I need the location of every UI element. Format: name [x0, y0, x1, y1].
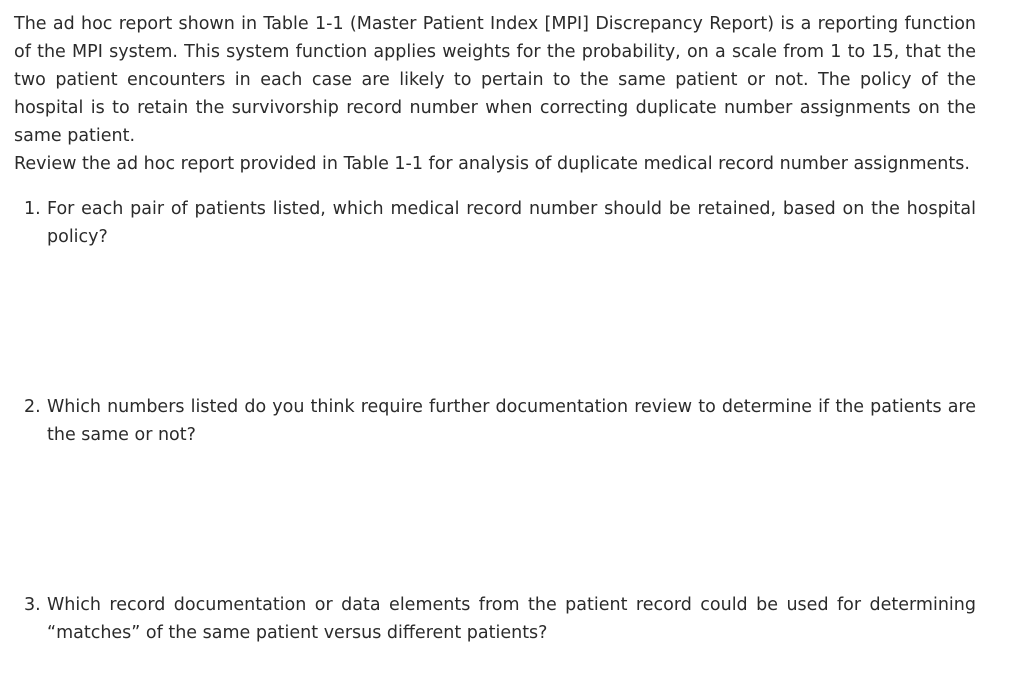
question-3-text: Which record documentation or data elements from the patient record could be used for determining “matches” of the same patient versus different patients?	[47, 595, 976, 643]
question-3	[24, 591, 976, 647]
review-instruction: Review the ad hoc report provided in Table 1-1 for analysis of duplicate medical record number assignments.	[14, 154, 970, 174]
question-1-text: For each pair of patients listed, which medical record number should be retained, based on the hospital policy?	[47, 199, 976, 247]
question-1-number: 1.	[24, 199, 41, 219]
question-2-text: Which numbers listed do you think require further documentation review to determine if the patients are the same or not?	[47, 397, 976, 445]
intro-paragraph: The ad hoc report shown in Table 1-1 (Master Patient Index [MPI] Discrepancy Report) is a reporting function of the MPI system. This system function applies weights for the probability, on a scale from 1 to 15, that the two patient encounters in each case are likely to pertain to the same patient or not. The policy of the hospital is to retain the survivorship record number when correcting duplicate number assignments on the same patient.	[14, 14, 976, 146]
question-2	[24, 393, 976, 449]
question-1	[24, 195, 976, 251]
question-2-number: 2.	[24, 397, 41, 417]
question-3-number: 3.	[24, 595, 41, 615]
